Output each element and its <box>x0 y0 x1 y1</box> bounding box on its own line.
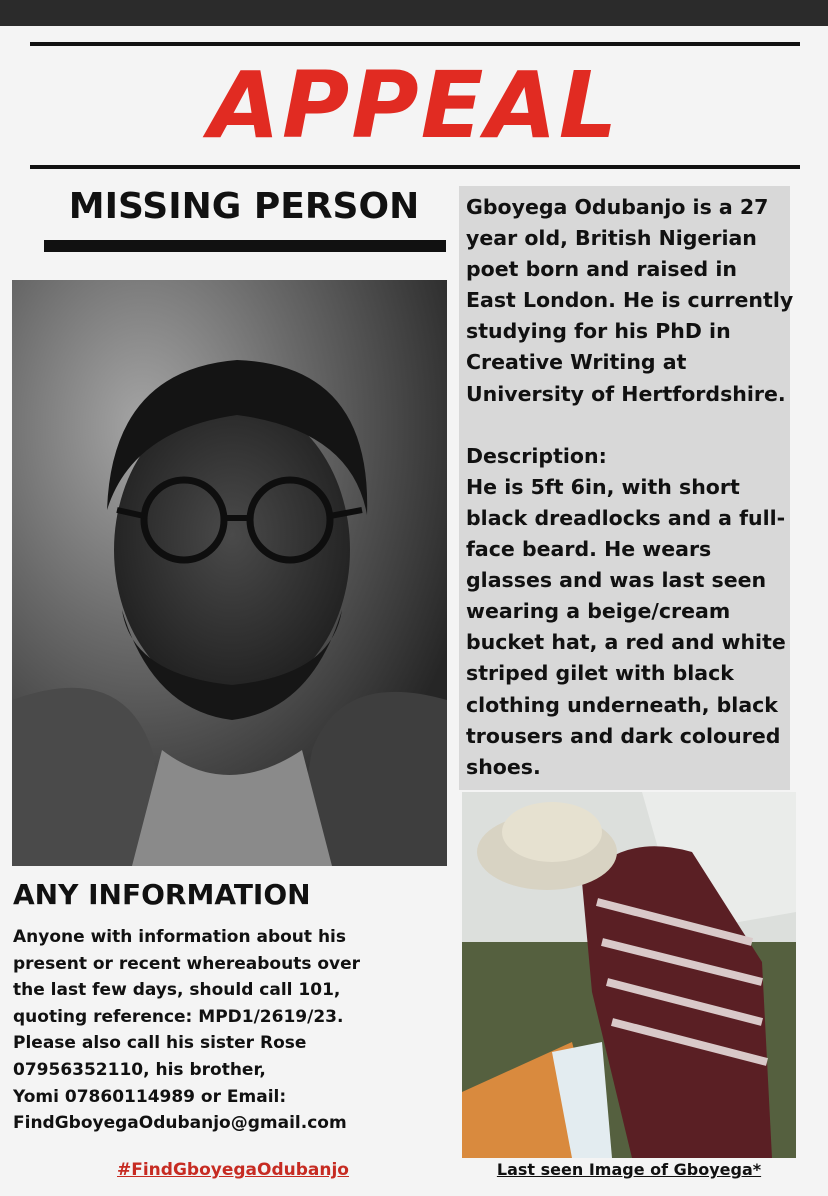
last-seen-photo <box>462 792 796 1158</box>
heading-underline <box>44 240 446 252</box>
photo-caption: Last seen Image of Gboyega* <box>496 1160 762 1179</box>
portrait-photo <box>12 280 447 866</box>
top-bar <box>0 0 828 26</box>
any-information-heading: ANY INFORMATION <box>13 878 311 911</box>
missing-person-heading: MISSING PERSON <box>68 186 420 227</box>
title-rule <box>30 165 800 169</box>
top-rule <box>30 42 800 46</box>
appeal-title: APPEAL <box>208 52 620 159</box>
description-text: Gboyega Odubanjo is a 27 year old, British Nigerian poet born and raised in East London. He is currently studying for his PhD in Creative Writing at University of Hertfordshire. Description: He is 5ft 6in, with short black dreadlocks and a full- face beard. He wears glasses and was last seen wearing a beige/cream bucket hat, a red and white striped gilet with black clothing underneath, black trousers and dark coloured shoes. <box>466 195 794 779</box>
contact-information-text: Anyone with information about his present or recent whereabouts over the last few days, should call 101, quoting reference: MPD1/2619/23. Please also call his sister Rose 07956352110, his brother, Yomi 07860114989 or Email: FindGboyegaOdubanjo@gmail.com <box>13 927 361 1134</box>
hashtag-link[interactable]: #FindGboyegaOdubanjo <box>117 1160 349 1180</box>
